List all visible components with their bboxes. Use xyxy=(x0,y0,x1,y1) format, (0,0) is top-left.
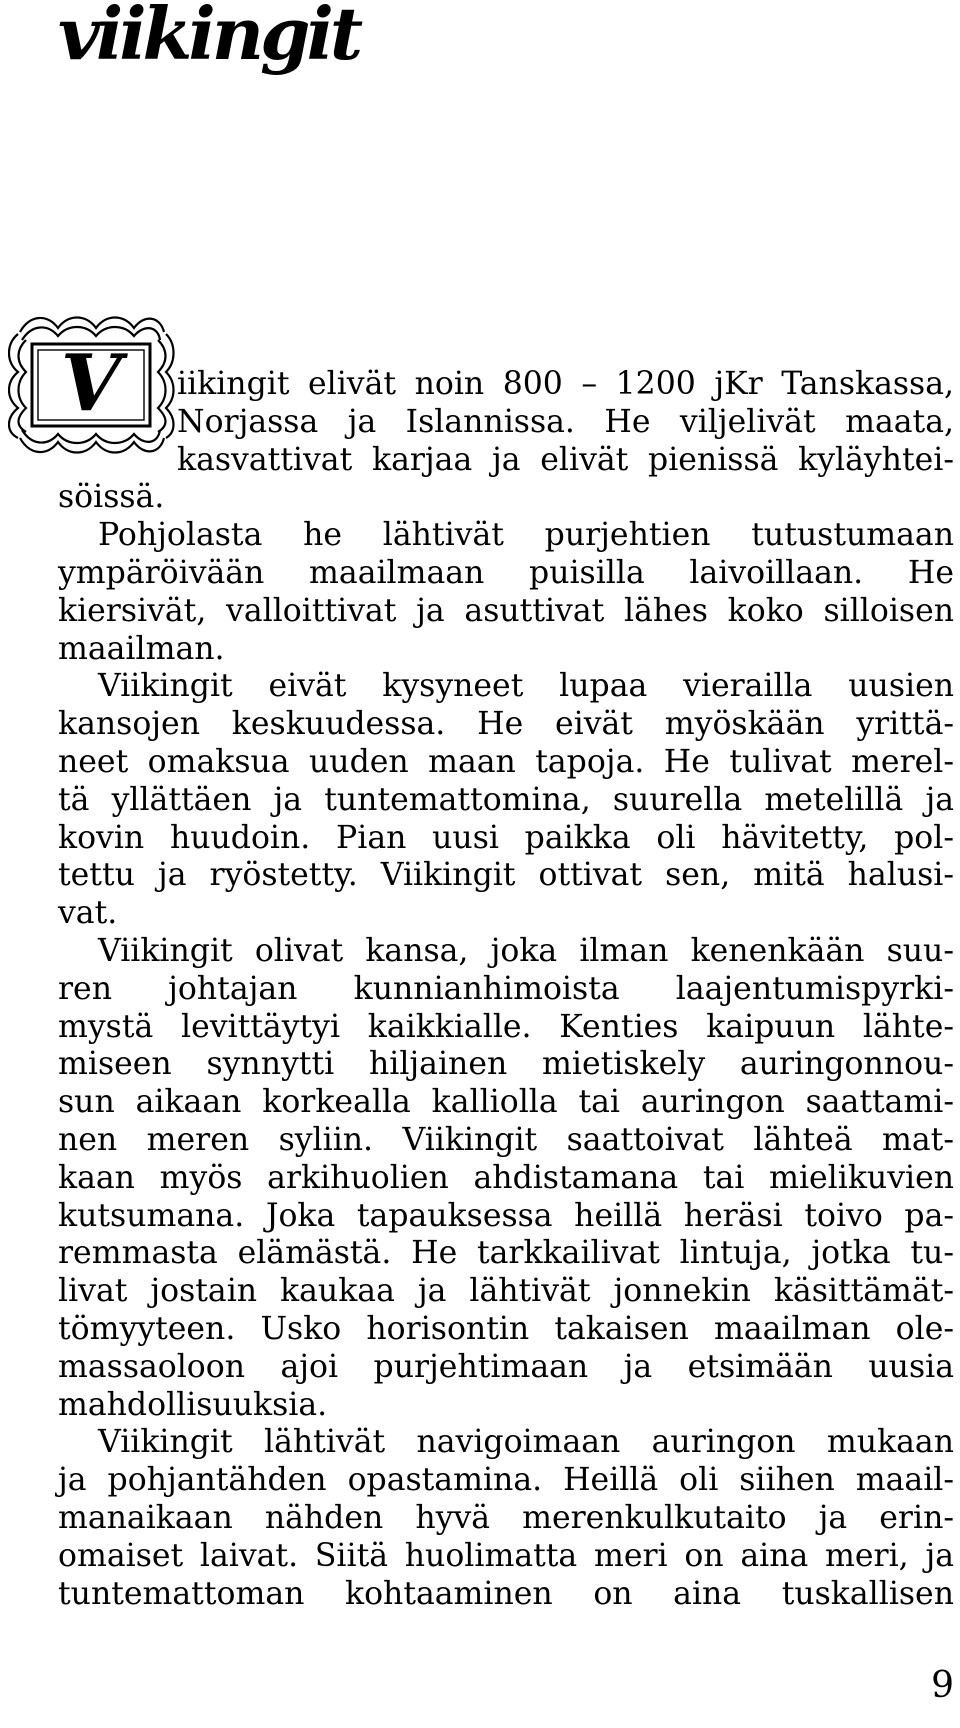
text-line: Viikingit olivat kansa, joka ilman kenenkään suu- xyxy=(98,933,954,969)
text-line: kutsumana. Joka tapauksessa heillä heräsi toivo pa- xyxy=(58,1197,954,1234)
text-line: iikingit elivät noin 800 – 1200 jKr Tanskassa, xyxy=(177,366,954,402)
text-line: Viikingit lähtivät navigoimaan auringon mukaan xyxy=(98,1424,954,1461)
text-line: kansojen keskuudessa. He eivät myöskään yrittä- xyxy=(58,706,954,743)
text-line: söissä. xyxy=(58,479,165,516)
text-line: ympäröivään maailmaan puisilla laivoillaan. He xyxy=(58,554,954,591)
text-line: kiersivät, valloittivat ja asuttivat lähes koko silloisen xyxy=(58,592,954,629)
chapter-title: viikingit xyxy=(58,0,360,76)
text-line: mystä levittäytyi kaikkialle. Kenties kaipuun lähte- xyxy=(58,1008,954,1045)
text-line: kaan myös arkihuolien ahdistamana tai mielikuvien xyxy=(58,1159,954,1196)
text-line: manaikaan nähden hyvä merenkulkutaito ja erin- xyxy=(58,1499,954,1536)
text-line: kovin huudoin. Pian uusi paikka oli hävitetty, pol- xyxy=(58,819,954,856)
intro-text xyxy=(68,366,954,479)
text-line: omaiset laivat. Siitä huolimatta meri on aina meri, ja xyxy=(58,1537,954,1574)
text-line: mahdollisuuksia. xyxy=(58,1386,328,1423)
text-line: tettu ja ryöstetty. Viikingit ottivat sen, mitä halusi- xyxy=(58,857,954,894)
text-line: remmasta elämästä. He tarkkailivat lintuja, jotka tu- xyxy=(58,1235,954,1272)
paragraph-1 xyxy=(58,479,954,668)
text-line: livat jostain kaukaa ja lähtivät jonnekin käsittämät- xyxy=(58,1273,954,1310)
text-line: tuntemattoman kohtaaminen on aina tuskallisen xyxy=(58,1575,954,1612)
text-line: tömyyteen. Usko horisontin takaisen maailman ole- xyxy=(58,1310,954,1347)
text-line: maailman. xyxy=(58,630,225,667)
drop-cap-letter: V xyxy=(60,338,122,429)
text-line: Norjassa ja Islannissa. He viljelivät maata, xyxy=(177,403,954,440)
text-line: nen meren syliin. Viikingit saattoivat lähteä mat- xyxy=(58,1121,954,1158)
text-line: kasvattivat karjaa ja elivät pienissä kyläyhtei- xyxy=(177,441,954,478)
page-number: 9 xyxy=(931,1665,954,1706)
text-line: Viikingit eivät kysyneet lupaa vierailla uusien xyxy=(98,668,954,705)
text-line: massaoloon ajoi purjehtimaan ja etsimään uusia xyxy=(58,1348,954,1385)
text-line: miseen synnytti hiljainen mietiskely auringonnou- xyxy=(58,1046,954,1083)
text-line: Pohjolasta he lähtivät purjehtien tutustumaan xyxy=(98,517,954,554)
text-line: tä yllättäen ja tuntemattomina, suurella metelillä ja xyxy=(58,781,954,818)
text-line: sun aikaan korkealla kalliolla tai auringon saattami- xyxy=(58,1084,954,1121)
text-line: neet omaksua uuden maan tapoja. He tulivat merel- xyxy=(58,743,954,780)
text-line: vat. xyxy=(58,895,118,932)
paragraph-4 xyxy=(58,1424,954,1613)
paragraph-3 xyxy=(58,933,954,1424)
text-line: ja pohjantähden opastamina. Heillä oli siihen maail- xyxy=(58,1462,954,1499)
paragraph-2 xyxy=(58,668,954,933)
text-line: ren johtajan kunnianhimoista laajentumispyrki- xyxy=(58,970,954,1007)
